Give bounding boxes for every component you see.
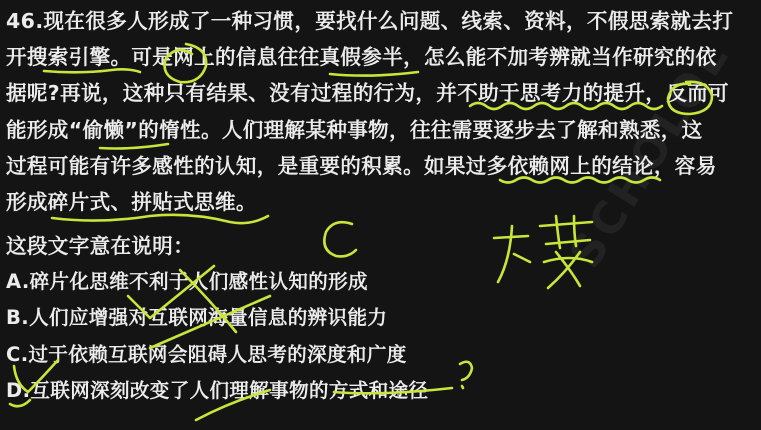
underline-fragment [52,215,268,223]
option-b[interactable]: B.人们应增强对互联网海量信息的辨识能力 [6,306,388,329]
question-line-1: 46.现在很多人形成了一种习惯，要找什么问题、线索、资料，不假思索就去打 [6,9,734,33]
option-a[interactable]: A.碎片化思维不利于人们感性认知的形成 [6,270,368,293]
question-line-2: 开搜索引擎。可是网上的信息往往真假参半，怎么能不加考辨就当作研究的依 [6,45,717,69]
question-line-3: 据呢?再说，这种只有结果、没有过程的行为，并不助于思考力的提升，反而可 [6,81,729,105]
underline-true-false [330,72,418,76]
answer-mark-c [324,222,356,256]
question-line-4: 能形成“偷懒”的惰性。人们理解某种事物，往往需要逐步去了解和熟悉，这 [6,118,703,142]
question-line-6: 形成碎片式、拼贴式思维。 [6,190,257,214]
question-line-5: 过程可能有许多感性的认知，是重要的积累。如果过多依赖网上的结论，容易 [6,154,717,178]
underline-lazy [100,144,168,149]
watermark: SCHOLOL [560,31,741,278]
margin-note-bu [494,226,530,282]
option-d[interactable]: D.互联网深刻改变了人们理解事物的方式和途径 [6,379,429,402]
option-c[interactable]: C.过于依赖互联网会阻碍人思考的深度和广度 [6,343,407,366]
question-prompt: 这段文字意在说明： [6,234,195,258]
question-mark-annotation [460,362,472,388]
